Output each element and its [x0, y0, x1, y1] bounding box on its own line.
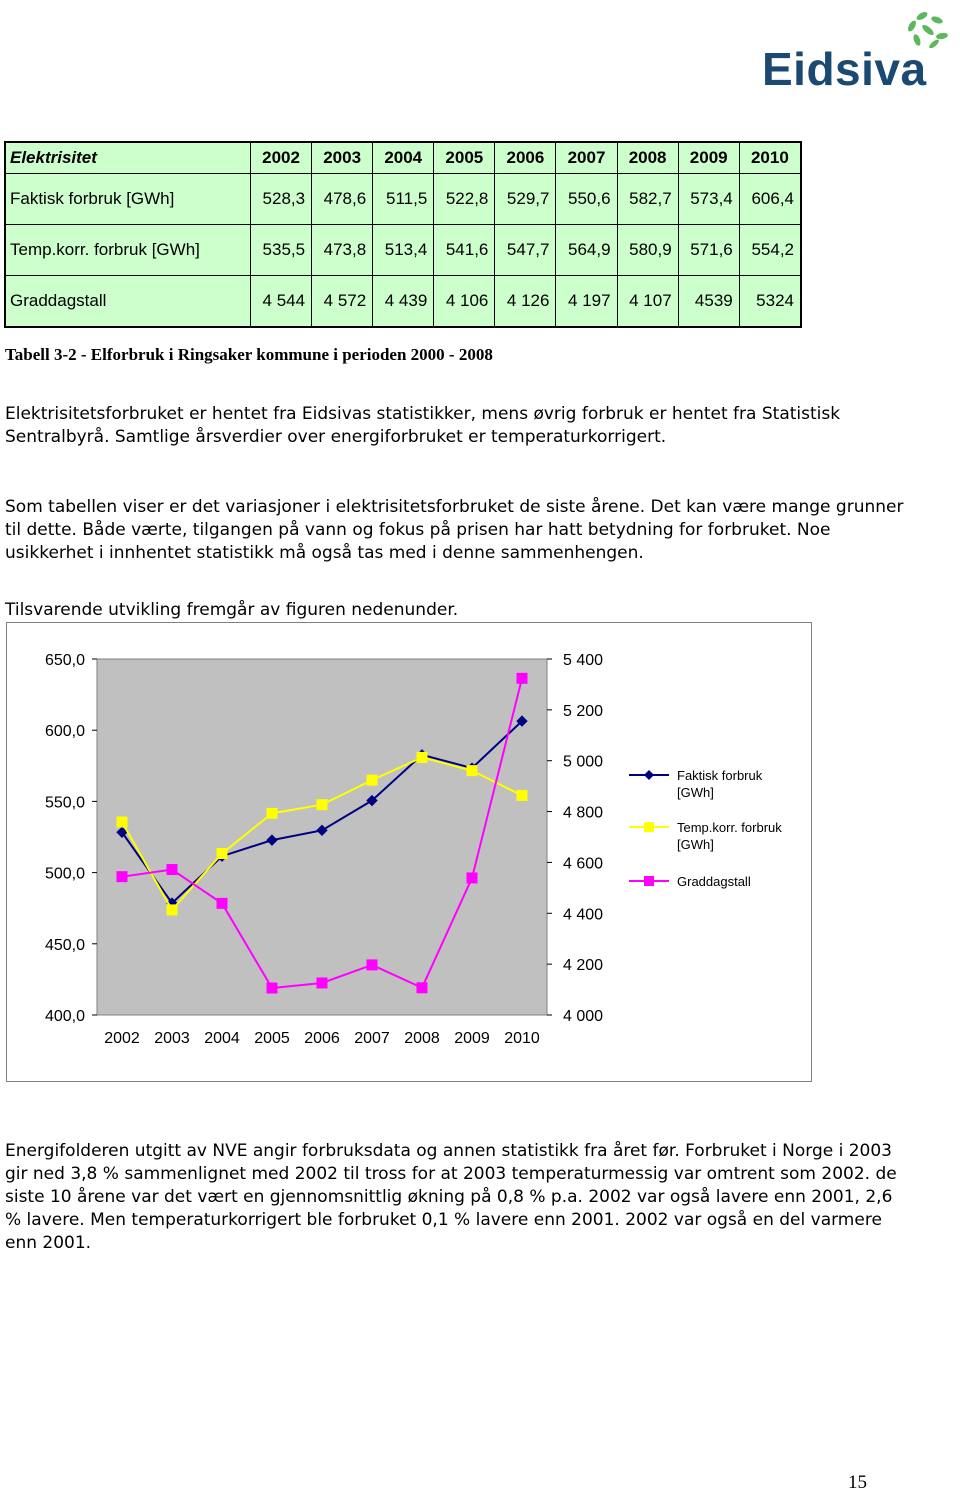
table-cell: 535,5	[251, 225, 312, 276]
table-cell: 564,9	[556, 225, 617, 276]
x-tick-label: 2007	[354, 1030, 390, 1047]
table-cell: 478,6	[312, 174, 373, 225]
left-tick-label: 550,0	[44, 794, 85, 812]
right-tick-label: 4 200	[563, 957, 604, 975]
table-cell: 547,7	[495, 225, 556, 276]
right-tick-label: 4 600	[563, 855, 604, 873]
right-tick-label: 4 800	[563, 804, 604, 822]
chart-svg	[7, 623, 811, 1081]
year-header: 2004	[373, 142, 434, 174]
legend-marker	[644, 822, 654, 832]
table-cell: 573,4	[678, 174, 739, 225]
year-header: 2010	[739, 142, 801, 174]
legend-label: Temp.korr. forbruk	[677, 820, 782, 835]
data-point	[167, 905, 177, 915]
row-label: Graddagstall	[5, 276, 251, 328]
left-tick-label: 650,0	[44, 652, 85, 669]
paragraph-nve: Energifolderen utgitt av NVE angir forbruksdata og annen statistikk fra året før. Forbruket i Norge i 2003 gir ned 3,8 % sammenlignet med 2002 til tross for at 2003 temperaturmessig var omtrent som 2002. de siste 10 årene var det vært en gjennomsnittlig økning på 0,8 % p.a. 2002 var også lavere enn 2001, 2,6 % lavere. Men temperaturkorrigert ble forbruket 0,1 % lavere enn 2001. 2002 var også en del varmere enn 2001.	[5, 1141, 897, 1253]
year-header: 2003	[312, 142, 373, 174]
table-cell: 4539	[678, 276, 739, 328]
data-point	[267, 983, 277, 993]
logo-text: Eidsiva	[762, 43, 927, 95]
data-point	[317, 800, 327, 810]
paragraph-variation: Som tabellen viser er det variasjoner i elektrisitetsforbruket de siste årene. Det kan være mange grunner til dette. Både værte, tilgangen på vann og fokus på prisen har hatt betydning for forbruket. Noe usikkerhet i innhentet statistikk må også tas med i denne sammenhengen.	[5, 497, 904, 563]
page-number: 15	[848, 1472, 867, 1493]
table-cell: 554,2	[739, 225, 801, 276]
data-point	[517, 673, 527, 683]
table-row	[5, 225, 801, 276]
right-tick-label: 5 000	[563, 753, 604, 771]
consumption-chart	[6, 622, 812, 1082]
data-point	[467, 873, 477, 883]
table-cell: 4 572	[312, 276, 373, 328]
table-cell: 4 544	[251, 276, 312, 328]
x-tick-label: 2005	[254, 1030, 290, 1047]
data-point	[417, 983, 427, 993]
x-tick-label: 2003	[154, 1030, 190, 1047]
data-point	[267, 808, 277, 818]
left-tick-label: 500,0	[44, 865, 85, 883]
left-tick-label: 450,0	[44, 936, 85, 954]
paragraph-source: Elektrisitetsforbruket er hentet fra Eidsivas statistikker, mens øvrig forbruk er hentet fra Statistisk Sentralbyrå. Samtlige årsverdier over energiforbruket er temperaturkorrigert.	[5, 404, 841, 447]
legend-marker	[644, 876, 654, 886]
table-cell: 4 106	[434, 276, 495, 328]
table-header-label: Elektrisitet	[5, 142, 251, 174]
data-point	[467, 766, 477, 776]
year-header: 2006	[495, 142, 556, 174]
table-cell: 5324	[739, 276, 801, 328]
year-header: 2005	[434, 142, 495, 174]
row-label: Temp.korr. forbruk [GWh]	[5, 225, 251, 276]
table-header-row	[5, 142, 801, 174]
data-point	[167, 865, 177, 875]
table-cell: 550,6	[556, 174, 617, 225]
table-cell: 529,7	[495, 174, 556, 225]
left-tick-label: 400,0	[44, 1008, 85, 1025]
left-tick-label: 600,0	[44, 723, 85, 741]
legend-marker	[644, 770, 654, 780]
table-cell: 528,3	[251, 174, 312, 225]
x-tick-label: 2004	[204, 1030, 240, 1047]
legend-label: [GWh]	[677, 837, 714, 852]
data-point	[217, 849, 227, 859]
right-tick-label: 5 400	[563, 652, 604, 669]
table-cell: 582,7	[617, 174, 678, 225]
table-cell: 606,4	[739, 174, 801, 225]
data-point	[367, 960, 377, 970]
legend-label: Faktisk forbruk	[677, 768, 763, 783]
data-point	[417, 752, 427, 762]
paragraph-figure-intro: Tilsvarende utvikling fremgår av figuren nedenunder.	[5, 600, 459, 620]
table-row	[5, 174, 801, 225]
data-point	[217, 898, 227, 908]
row-label: Faktisk forbruk [GWh]	[5, 174, 251, 225]
data-point	[117, 872, 127, 882]
data-point	[367, 775, 377, 785]
x-tick-label: 2009	[454, 1030, 490, 1047]
table-cell: 473,8	[312, 225, 373, 276]
year-header: 2007	[556, 142, 617, 174]
year-header: 2002	[251, 142, 312, 174]
table-cell: 541,6	[434, 225, 495, 276]
table-cell: 511,5	[373, 174, 434, 225]
table-cell: 571,6	[678, 225, 739, 276]
x-tick-label: 2006	[304, 1030, 340, 1047]
electricity-table	[4, 141, 802, 328]
table-caption: Tabell 3-2 - Elforbruk i Ringsaker kommune i perioden 2000 - 2008	[5, 345, 493, 364]
table-cell: 513,4	[373, 225, 434, 276]
table-cell: 4 439	[373, 276, 434, 328]
year-header: 2008	[617, 142, 678, 174]
data-point	[517, 790, 527, 800]
x-tick-label: 2010	[504, 1030, 540, 1047]
data-point	[117, 817, 127, 827]
right-tick-label: 4 000	[563, 1008, 604, 1025]
right-tick-label: 5 200	[563, 702, 604, 720]
table-cell: 522,8	[434, 174, 495, 225]
year-header: 2009	[678, 142, 739, 174]
legend-label: [GWh]	[677, 785, 714, 800]
plot-area	[97, 659, 547, 1015]
legend-label: Graddagstall	[677, 874, 751, 889]
x-tick-label: 2002	[104, 1030, 140, 1047]
table-cell: 4 126	[495, 276, 556, 328]
x-tick-label: 2008	[404, 1030, 440, 1047]
data-point	[317, 978, 327, 988]
table-cell: 4 107	[617, 276, 678, 328]
table-cell: 4 197	[556, 276, 617, 328]
table-cell: 580,9	[617, 225, 678, 276]
eidsiva-logo	[752, 8, 952, 95]
right-tick-label: 4 400	[563, 906, 604, 924]
table-row	[5, 276, 801, 328]
